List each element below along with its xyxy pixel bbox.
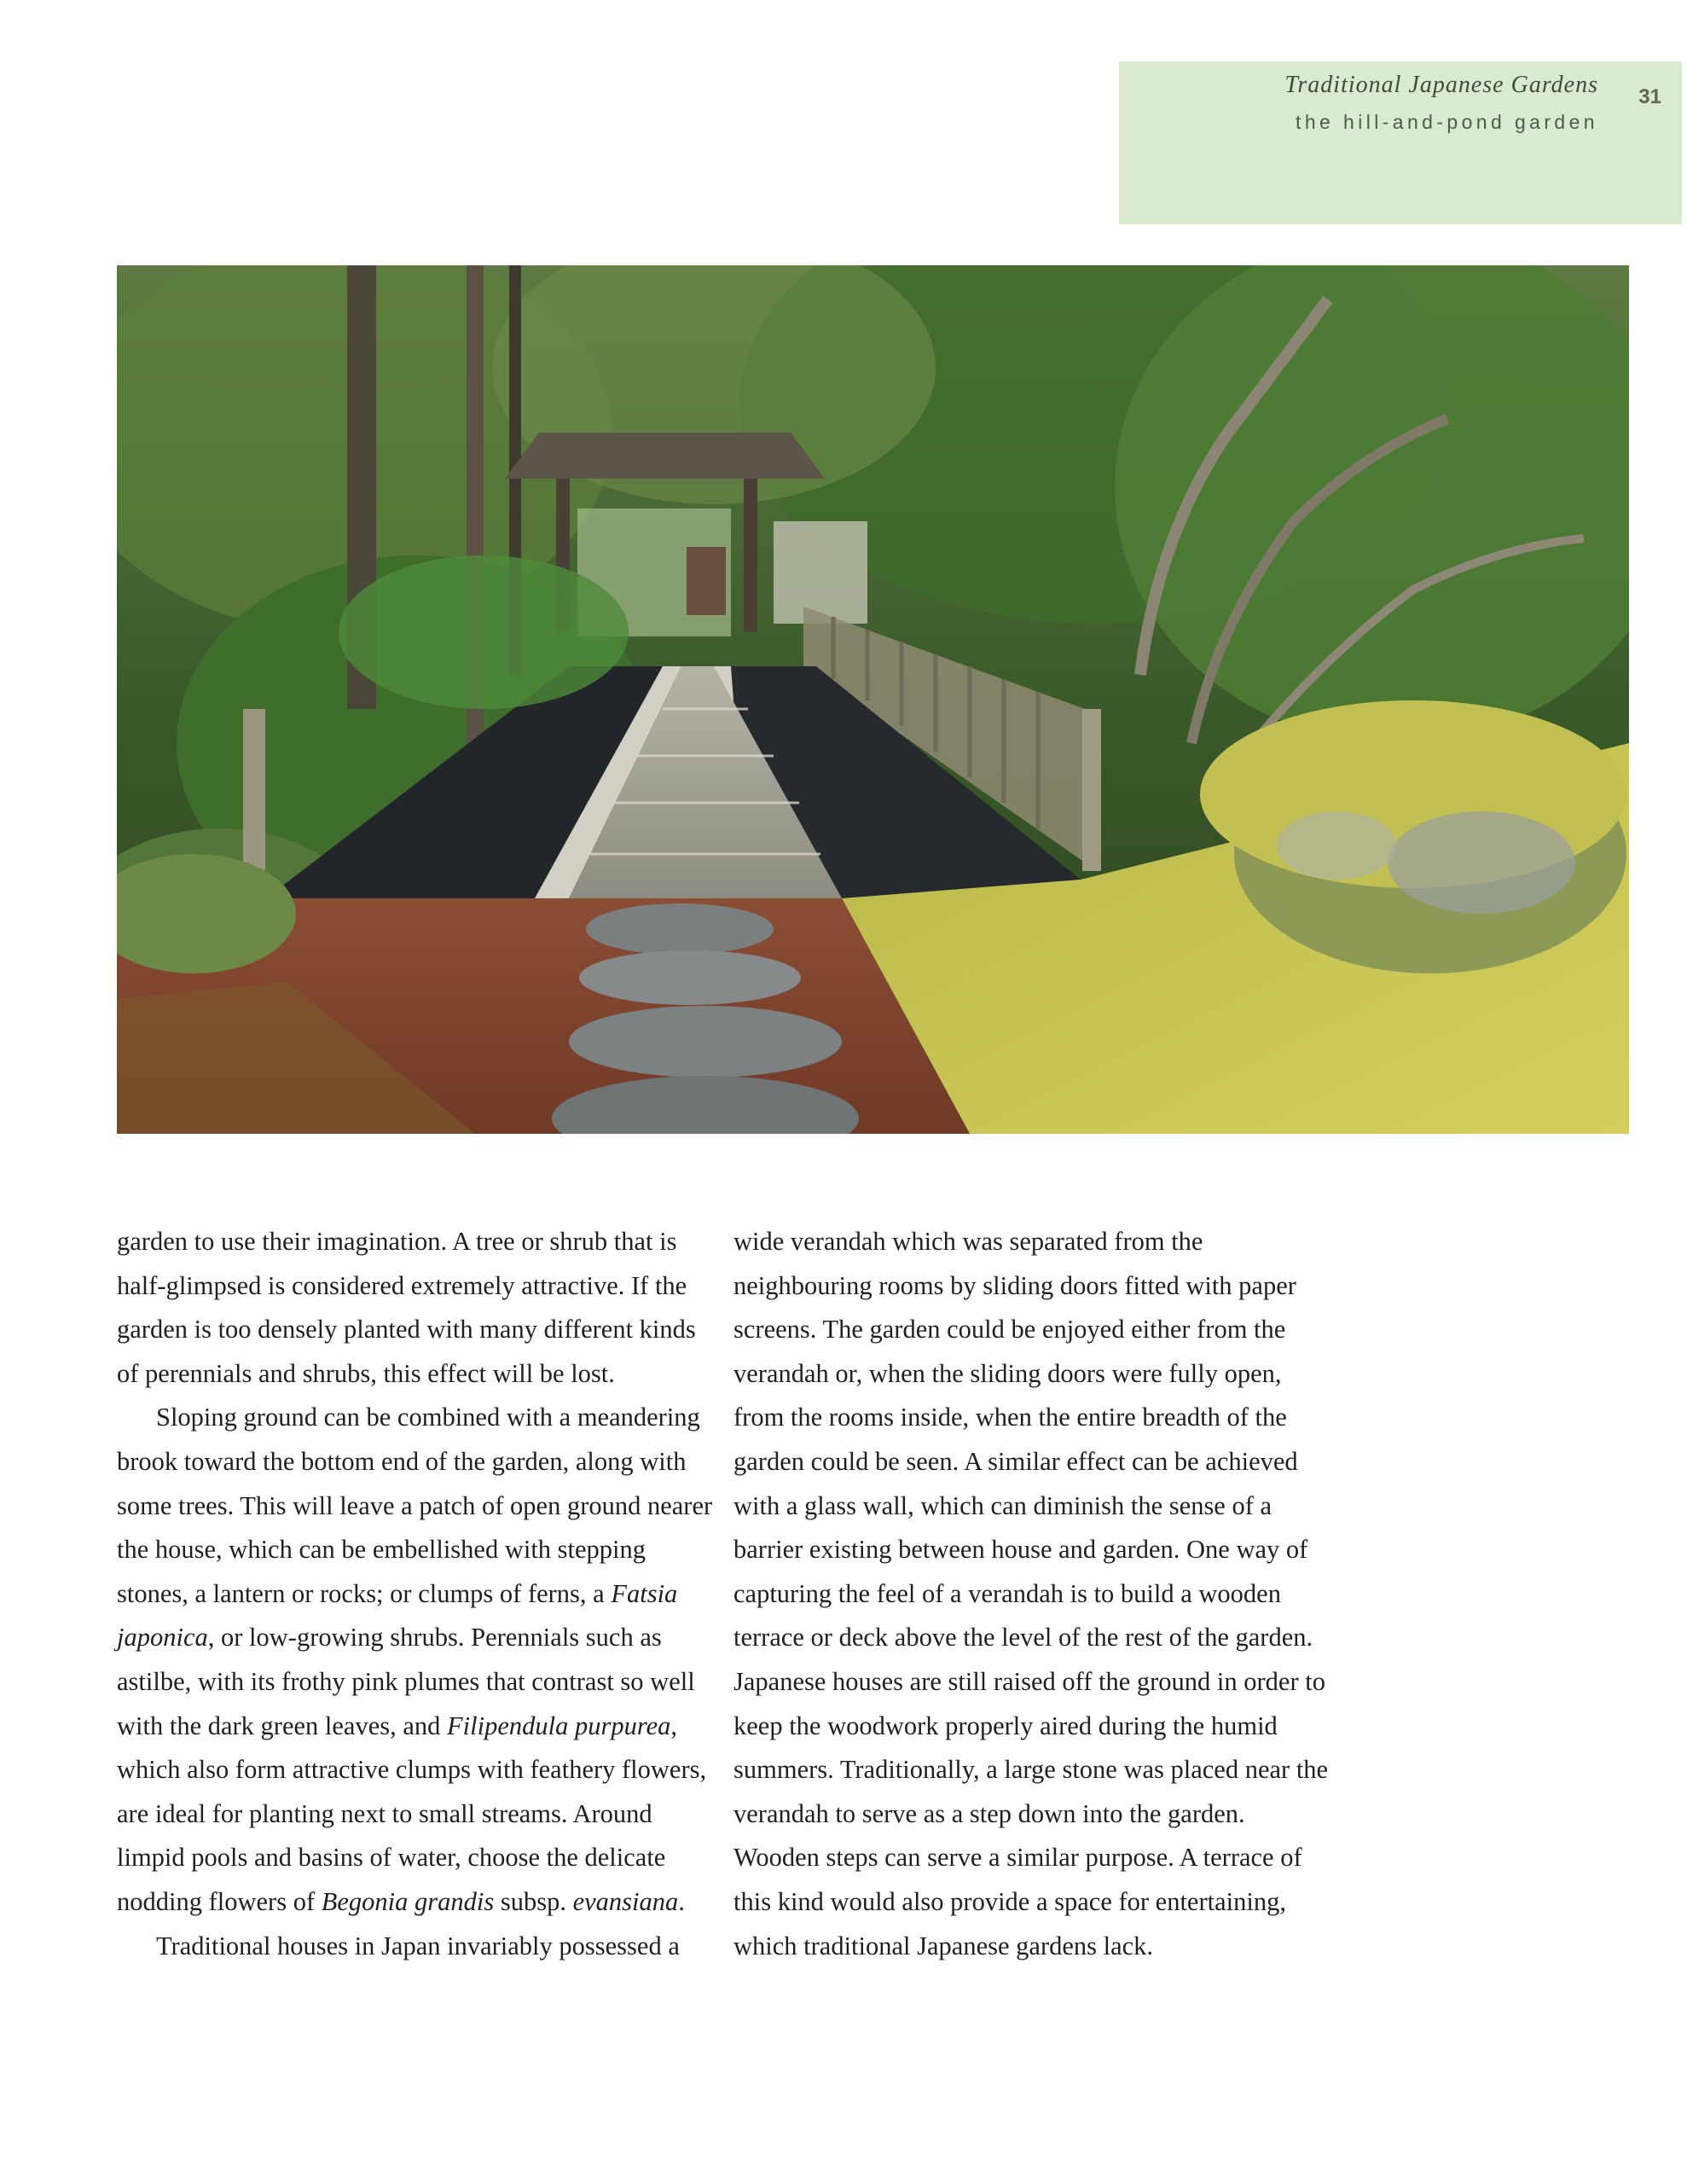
text-run: , or low-growing shrubs. Perennials such as astilbe, with its frothy pink plumes that contrast so well with the dark green leaves, and — [117, 1623, 695, 1740]
text-run: , which also form attractive clumps with feathery flowers, are ideal for planting next to small streams. Around limpid pools and basins of water, choose the delicate nodding flowers of — [117, 1711, 707, 1916]
body-column-left — [117, 1220, 714, 1968]
running-head-title: Traditional Japanese Gardens — [1284, 72, 1598, 98]
text-run: . — [678, 1886, 685, 1916]
garden-photo-illustration — [117, 265, 1629, 1134]
body-column-right — [733, 1220, 1330, 1968]
body-paragraph — [117, 1925, 714, 1969]
page-number: 31 — [1638, 85, 1661, 108]
italic-term: Filipendula purpurea — [447, 1711, 671, 1740]
text-run: Traditional houses in Japan invariably possessed a — [156, 1931, 680, 1960]
text-run: garden to use their imagination. A tree or shrub that is half-glimpsed is considered extremely attractive. If the garden is too densely planted with many different kinds of perennials and shrubs, this effect will be lost. — [117, 1227, 696, 1388]
text-run: subsp. — [494, 1886, 573, 1916]
running-head-subtitle: the hill-and-pond garden — [1296, 111, 1598, 133]
body-paragraph — [117, 1396, 714, 1924]
text-run: Sloping ground can be combined with a meandering brook toward the bottom end of the garden, along with some trees. This will leave a patch of open ground nearer the house, which can be embellished with stepping stones, a lantern or rocks; or clumps of ferns, a — [117, 1403, 713, 1608]
italic-term: evansiana — [572, 1886, 679, 1916]
garden-path-photograph — [117, 265, 1629, 1134]
italic-term: Fatsia japonica — [117, 1578, 678, 1653]
italic-term: Begonia grandis — [321, 1886, 495, 1916]
body-paragraph — [733, 1220, 1330, 1968]
body-paragraph — [117, 1220, 714, 1396]
text-run: wide verandah which was separated from the neighbouring rooms by sliding doors fitted with paper screens. The garden could be enjoyed either from the verandah or, when the sliding doors were fully open, from the rooms inside, when the entire breadth of the garden could be seen. A similar effect can be achieved with a glass wall, which can diminish the sense of a barrier existing between house and garden. One way of capturing the feel of a verandah is to build a wooden terrace or deck above the level of the rest of the garden. Japanese houses are still raised off the ground in order to keep the woodwork properly aired during the humid summers. Traditionally, a large stone was placed near the verandah to serve as a step down into the garden. Wooden steps can serve a similar purpose. A terrace of this kind would also provide a space for entertaining, which traditional Japanese gardens lack. — [733, 1227, 1329, 1960]
